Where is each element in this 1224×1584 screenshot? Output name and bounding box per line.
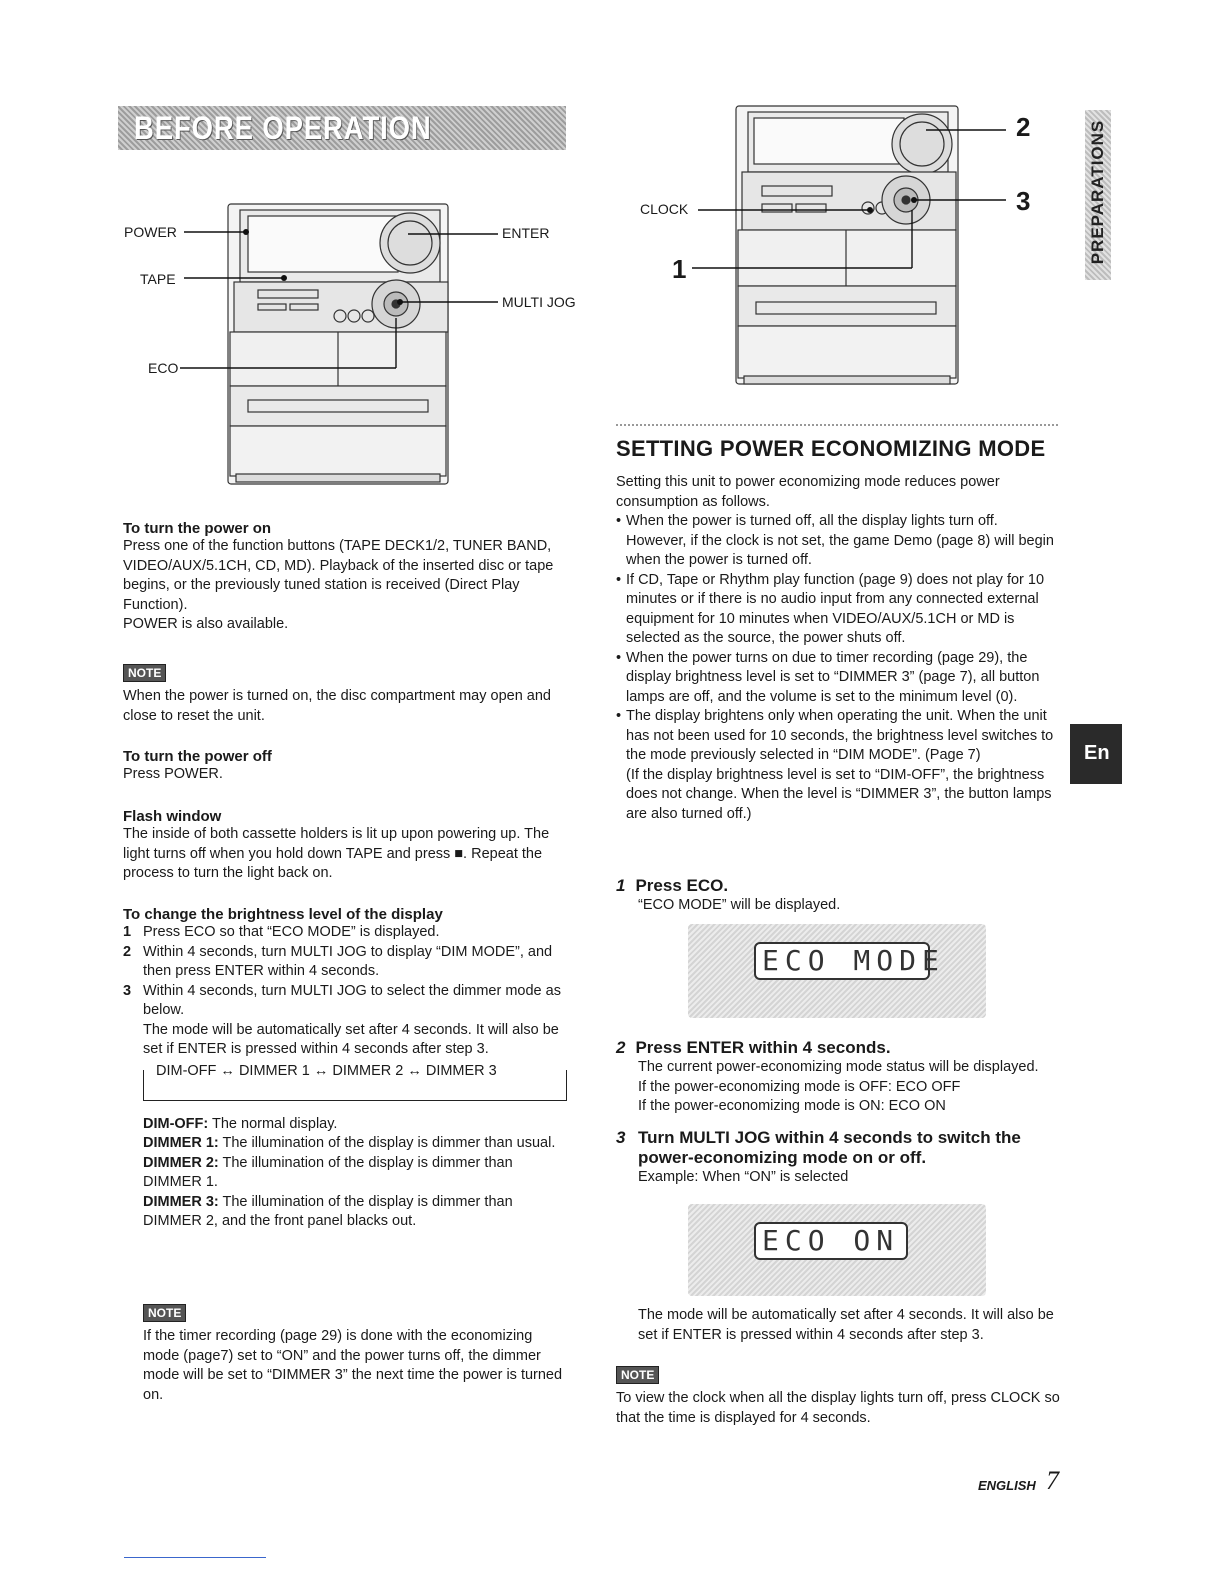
- brightness-step: 3 Within 4 seconds, turn MULTI JOG to select the dimmer mode as below.: [123, 982, 561, 1018]
- eco-step-2: [616, 1038, 1060, 1117]
- flash-window-text: The inside of both cassette holders is lit up upon powering up. The light turns off when you hold down TAPE and press ■. Repeat the process to turn the light back on.: [123, 826, 550, 881]
- brightness-heading: To change the brightness level of the display: [123, 906, 443, 923]
- eco-step-1-title: Press ECO.: [635, 876, 729, 895]
- side-tab: [1085, 110, 1111, 280]
- label-clock: CLOCK: [640, 201, 689, 217]
- power-on-heading: To turn the power on: [123, 520, 272, 537]
- eco-step-3-title: Turn MULTI JOG within 4 seconds to switch the power-economizing mode on or off.: [638, 1128, 1021, 1167]
- label-enter: ENTER: [502, 225, 550, 241]
- brightness-step: 1 Press ECO so that “ECO MODE” is displayed.: [123, 924, 440, 940]
- eco-step-3-number: 3: [616, 1128, 626, 1147]
- label-callout-1: 1: [672, 254, 687, 284]
- language-tab: [1070, 724, 1122, 784]
- eco-step-2-line: If the power-economizing mode is ON: ECO ON: [638, 1098, 946, 1114]
- eco-step-2-number: 2: [616, 1038, 626, 1057]
- eco-step-3-text: Example: When “ON” is selected: [638, 1169, 849, 1185]
- note-1-text: When the power is turned on, the disc compartment may open and close to reset the unit.: [123, 688, 551, 724]
- label-callout-2: 2: [1016, 112, 1031, 142]
- dimmer-definition: DIM-OFF: The normal display.: [143, 1115, 338, 1132]
- power-on-section: [123, 520, 569, 635]
- stereo-diagram-right: [636, 100, 1056, 390]
- language-tab-label: En: [1084, 742, 1110, 764]
- eco-bullet: • When the power is turned off, all the display lights turn off. However, if the clock is not set, the game Demo (page 8) will begin when the power is turned off.: [616, 512, 1060, 571]
- power-off-section: [123, 748, 569, 785]
- label-multi-jog: MULTI JOG: [502, 294, 576, 310]
- eco-bullet: • The display brightens only when operating the unit. When the unit has not been used for 10 seconds, the brightness level switches to the mode previously selected in “DIM MODE”. (Page 7): [616, 707, 1060, 766]
- eco-step-1: [616, 876, 1060, 916]
- dimmer-cycle-text: DIM-OFF ↔ DIMMER 1 ↔ DIMMER 2 ↔ DIMMER 3: [152, 1062, 501, 1082]
- eco-title: SETTING POWER ECONOMIZING MODE: [616, 436, 1046, 461]
- lcd-display-eco-mode: [688, 924, 986, 1018]
- note-2-tag: NOTE: [143, 1304, 186, 1322]
- eco-step-1-number: 1: [616, 876, 626, 895]
- dimmer-definition: DIMMER 2: The illumination of the display is dimmer than DIMMER 1.: [143, 1154, 513, 1190]
- note-3-text: To view the clock when all the display lights turn off, press CLOCK so that the time is displayed for 4 seconds.: [616, 1390, 1060, 1426]
- note-3: [616, 1366, 1060, 1428]
- eco-step-1-text: “ECO MODE” will be displayed.: [638, 897, 841, 913]
- section-banner: [118, 106, 566, 150]
- footer-divider: [124, 1557, 266, 1558]
- note-3-tag: NOTE: [616, 1366, 659, 1384]
- dimmer-cycle-diagram: [143, 1062, 567, 1101]
- side-tab-label: PREPARATIONS: [1088, 119, 1107, 265]
- page-number: 7: [1046, 1466, 1059, 1495]
- eco-step-2-title: Press ENTER within 4 seconds.: [635, 1038, 891, 1057]
- eco-bullet: • If CD, Tape or Rhythm play function (page 9) does not play for 10 minutes or if there is no audio input from any connected external equipment for 10 minutes when VIDEO/AUX/5.1CH or MD is selected as the source, the power shuts off.: [616, 571, 1060, 649]
- eco-step-2-line: If the power-economizing mode is OFF: ECO OFF: [638, 1078, 961, 1095]
- eco-after: The mode will be automatically set after 4 seconds. It will also be set if ENTER is pressed within 4 seconds after step 3.: [638, 1307, 1054, 1343]
- dimmer-definition: DIMMER 3: The illumination of the display is dimmer than DIMMER 2, and the front panel blacks out.: [143, 1193, 513, 1229]
- label-power: POWER: [124, 224, 177, 240]
- note-2-text: If the timer recording (page 29) is done with the economizing mode (page7) set to “ON” and the power turns off, the dimmer mode will be set to “DIMMER 3” the next time the power is turned on.: [143, 1328, 563, 1403]
- banner-title: BEFORE OPERATION: [134, 110, 432, 146]
- brightness-section: [123, 906, 569, 1232]
- eco-bullet: • When the power turns on due to timer recording (page 29), the display brightness level is set to “DIMMER 3” (page 7), all button lamps are off, and the volume is set to the minimum level (0).: [616, 649, 1060, 708]
- label-tape: TAPE: [140, 271, 176, 287]
- label-callout-3: 3: [1016, 186, 1031, 216]
- power-off-text: Press POWER.: [123, 766, 223, 782]
- note-1-tag: NOTE: [123, 664, 166, 682]
- eco-step-3: [616, 1128, 1060, 1188]
- brightness-after: The mode will be automatically set after 4 seconds. It will also be set if ENTER is pressed within 4 seconds after step 3.: [143, 1021, 559, 1057]
- dimmer-definition: DIMMER 1: The illumination of the display is dimmer than usual.: [143, 1135, 556, 1151]
- footer-language: ENGLISH: [978, 1478, 1036, 1493]
- title-rule: [616, 424, 1060, 426]
- power-off-heading: To turn the power off: [123, 748, 272, 765]
- brightness-step: 2 Within 4 seconds, turn MULTI JOG to display “DIM MODE”, and then press ENTER within 4 seconds.: [123, 943, 553, 979]
- eco-step-2-line: The current power-economizing mode status will be displayed.: [638, 1059, 1039, 1075]
- lcd-display-eco-on: [688, 1204, 986, 1296]
- dimmer-definitions: [123, 1115, 569, 1232]
- stereo-diagram-left: [118, 198, 588, 488]
- power-on-text-2: POWER is also available.: [123, 616, 289, 632]
- note-1: [123, 664, 569, 726]
- lcd-text: ECO MODE: [762, 944, 945, 977]
- flash-window-section: [123, 808, 569, 884]
- eco-paren-note: (If the display brightness level is set to “DIM-OFF”, the brightness does not change. When the level is “DIMMER 3”, the button lamps are also turned off.): [626, 766, 1052, 822]
- eco-body: [616, 473, 1060, 824]
- note-2: [143, 1304, 569, 1405]
- lcd-text: ECO ON: [762, 1224, 900, 1257]
- label-eco: ECO: [148, 360, 179, 376]
- eco-intro: Setting this unit to power economizing mode reduces power consumption as follows.: [616, 474, 1000, 510]
- power-on-text: Press one of the function buttons (TAPE DECK1/2, TUNER BAND, VIDEO/AUX/5.1CH, CD, MD). Playback of the inserted disc or tape begins, or the previously tuned station is received (Direct Play Function).: [123, 538, 554, 613]
- flash-window-heading: Flash window: [123, 808, 222, 825]
